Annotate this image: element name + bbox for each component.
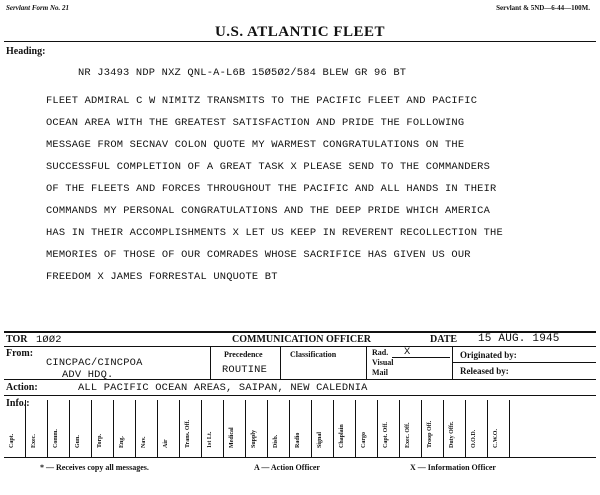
date-value: 15 AUG. 1945 [478,333,560,345]
distribution-column-label: Comm. [53,429,59,448]
printer-line: Servlant & 5ND—6-44—100M. [496,4,590,12]
info-top-rule [4,395,596,396]
distribution-column-label: Disb. [273,434,279,448]
action-value: ALL PACIFIC OCEAN AREAS, SAIPAN, NEW CALEDNIA [78,382,368,394]
legend-information-officer: X — Information Officer [410,463,496,472]
distribution-column [202,400,224,457]
distribution-column [488,400,510,457]
distribution-column-label: Duty Offr. [449,421,455,448]
distribution-column-label: Troop Off. [427,420,433,448]
distribution-column-label: Nav. [141,436,147,448]
form-title: U.S. ATLANTIC FLEET [214,24,386,40]
message-line: MEMORIES OF THOSE OF OUR COMRADES WHOSE SACRIFICE HAS GIVEN US OUR [46,249,471,261]
mode-divider [366,346,367,379]
distribution-column-label: O.O.D. [471,429,477,448]
originated-by-label: Originated by: [460,350,517,360]
message-line: FREEDOM X JAMES FORRESTAL UNQUOTE BT [46,271,278,283]
title-rule [4,41,596,42]
message-line: COMMANDS MY PERSONAL CONGRATULATIONS AND THE DEEP PRIDE WHICH AMERICA [46,205,491,217]
date-label: DATE [430,334,458,345]
distribution-column [246,400,268,457]
distribution-column [290,400,312,457]
from-line-1: CINCPAC/CINCPOA [46,357,143,369]
distribution-column-label: Signal [317,431,323,448]
message-line: SUCCESSFUL COMPLETION OF A GREAT TASK X PLEASE SEND TO THE COMMANDERS [46,161,491,173]
classification-label: Classification [290,350,337,359]
distribution-column [158,400,180,457]
legend-receives: * — Receives copy all messages. [40,463,149,472]
distribution-column [400,400,422,457]
distribution-column [180,400,202,457]
distribution-column-label: Trans. Off. [185,419,191,448]
distribution-column-label: Eng. [119,436,125,448]
distribution-column [422,400,444,457]
rad-mark: X [404,346,411,358]
distribution-column [26,400,48,457]
classification-divider [280,346,281,379]
from-label: From: [6,348,34,359]
distribution-column [268,400,290,457]
distribution-column [114,400,136,457]
info-label: Info.: [6,398,30,409]
mail-label: Mail [372,368,388,377]
columns-bottom-rule [4,457,596,458]
form-number: Servlant Form No. 21 [6,4,70,12]
distribution-column [224,400,246,457]
distribution-column-label: Capt. Off. [383,422,389,448]
message-line: OCEAN AREA WITH THE GREATEST SATISFACTION AND PRIDE THE FOLLOWING [46,117,465,129]
distribution-column-label: Capt. [9,433,15,448]
distribution-column [4,400,26,457]
distribution-column [48,400,70,457]
message-line: MESSAGE FROM SECNAV COLON QUOTE MY WARMEST CONGRATULATIONS ON THE [46,139,465,151]
communication-officer-label: COMMUNICATION OFFICER [232,334,371,345]
distribution-column [70,400,92,457]
distribution-column-label: C.W.O. [493,429,499,448]
heading-label: Heading: [6,46,46,57]
distribution-column-label: Exec. Off. [405,422,411,448]
distribution-column-label: Medical [229,427,235,448]
distribution-column [444,400,466,457]
message-line: HAS IN THEIR ACCOMPLISHMENTS X LET US KEEP IN REVERENT RECOLLECTION THE [46,227,503,239]
legend-action-officer: A — Action Officer [254,463,320,472]
distribution-column-label: Supply [251,429,257,448]
distribution-column-label: Torp. [97,434,103,448]
message-heading-line: NR J3493 NDP NXZ QNL-A-L6B 15Ø5Ø2/584 BLEW GR 96 BT [78,67,407,79]
rad-underline [392,357,450,358]
distribution-column-label: Radio [295,432,301,448]
distribution-column-label: Gun. [75,435,81,448]
tor-label: TOR [6,334,28,345]
distribution-column [378,400,400,457]
message-line: OF THE FLEETS AND FORCES THROUGHOUT THE PACIFIC AND ALL HANDS IN THEIR [46,183,497,195]
from-line-2: ADV HDQ. [62,369,114,381]
from-top-rule [4,346,596,347]
distribution-column-label: Chaplain [339,424,345,448]
distribution-column-label: Air [163,439,169,448]
distribution-column [356,400,378,457]
precedence-label: Precedence [224,350,263,359]
released-by-label: Released by: [460,366,509,376]
message-line: FLEET ADMIRAL C W NIMITZ TRANSMITS TO THE PACIFIC FLEET AND PACIFIC [46,95,478,107]
distribution-column-label: Cargo [361,432,367,448]
distribution-column [312,400,334,457]
originated-rule [452,362,596,363]
rad-label: Rad. [372,348,389,357]
distribution-column [92,400,114,457]
action-top-rule [4,379,596,380]
tor-value: 1ØØ2 [36,334,62,346]
distribution-column-label: Exec. [31,434,37,448]
distribution-column [334,400,356,457]
distribution-column [466,400,488,457]
distribution-column-label: 1st Lt. [207,431,213,448]
distribution-column [136,400,158,457]
precedence-divider [210,346,211,379]
precedence-value: ROUTINE [222,364,268,376]
action-label: Action: [6,382,38,393]
visual-label: Visual [372,358,394,367]
